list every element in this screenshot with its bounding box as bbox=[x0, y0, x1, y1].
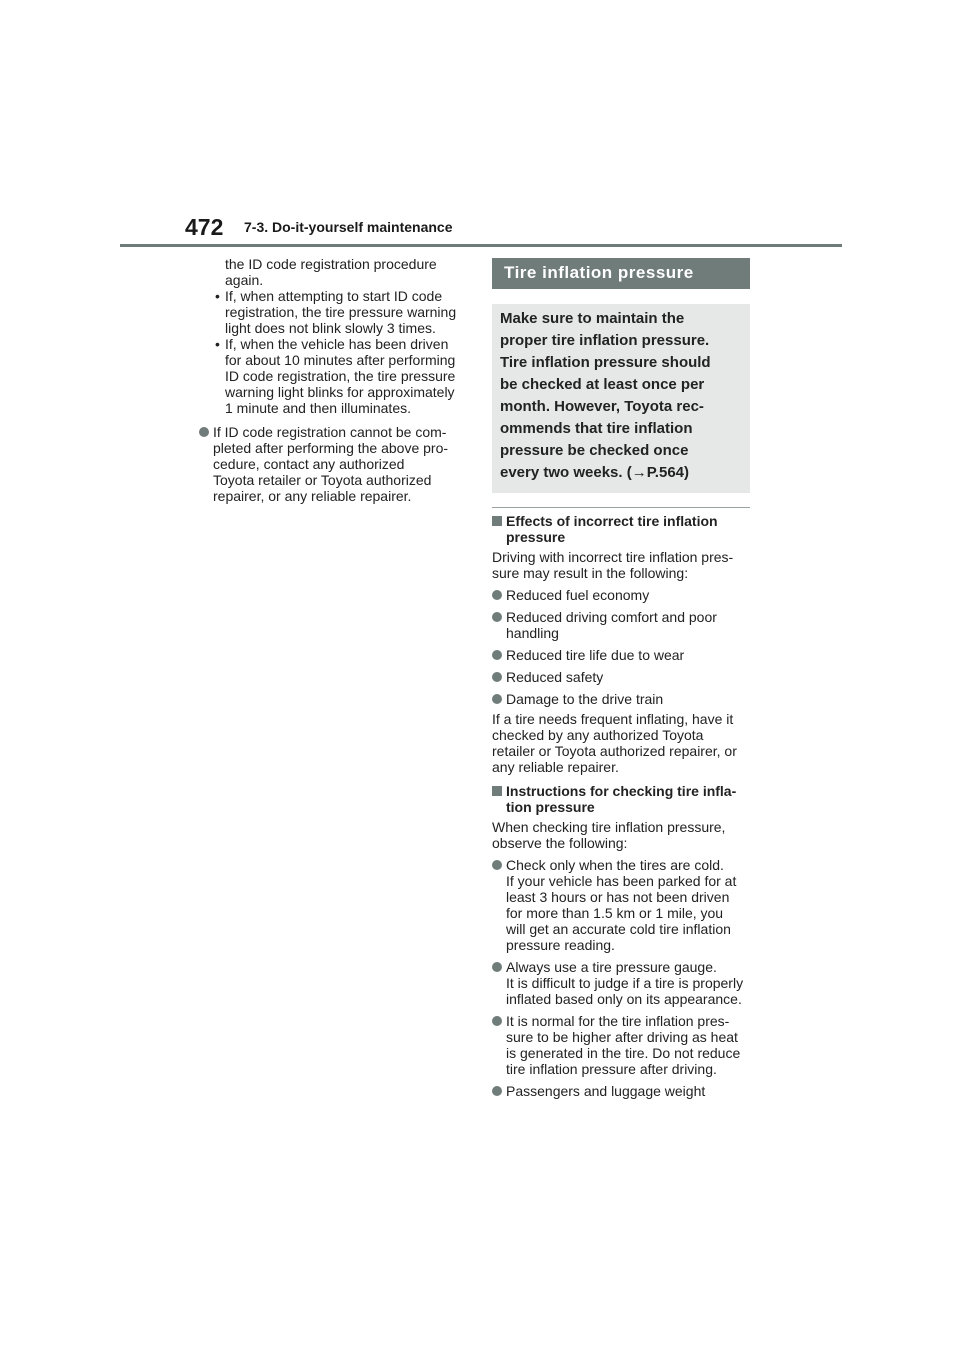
text-line: Toyota retailer or Toyota authorized bbox=[213, 472, 432, 488]
dash-marker: • bbox=[215, 288, 220, 304]
paragraph bbox=[492, 711, 750, 775]
box-title: Tire inflation pressure bbox=[492, 258, 750, 289]
text-line: will get an accurate cold tire inflation bbox=[506, 921, 731, 937]
right-column bbox=[492, 258, 750, 1099]
dash-item bbox=[212, 336, 470, 416]
text-line: observe the following: bbox=[492, 835, 628, 851]
page-number: 472 bbox=[185, 214, 224, 240]
bullet-item bbox=[492, 669, 750, 685]
text-line: If, when the vehicle has been driven bbox=[225, 336, 449, 352]
text-line: ommends that tire inflation bbox=[500, 420, 693, 437]
text-line: It is normal for the tire inflation pres- bbox=[506, 1013, 730, 1029]
bullet-item bbox=[492, 959, 750, 1007]
text-line: Reduced fuel economy bbox=[506, 587, 650, 603]
text-line: again. bbox=[225, 272, 264, 288]
text-line: proper tire inflation pressure. bbox=[500, 332, 710, 349]
text-line: Instructions for checking tire infla- bbox=[506, 783, 737, 799]
summary-box bbox=[492, 304, 750, 493]
text-line: Tire inflation pressure should bbox=[500, 354, 711, 371]
text-line: the ID code registration procedure bbox=[225, 256, 437, 272]
text-line: Driving with incorrect tire inflation pres- bbox=[492, 549, 734, 565]
text-line: is generated in the tire. Do not reduce bbox=[506, 1045, 741, 1061]
text-line: Make sure to maintain the bbox=[500, 310, 685, 327]
text-line: tion pressure bbox=[506, 799, 595, 815]
bullet-item bbox=[492, 857, 750, 953]
bullet-dot bbox=[199, 427, 209, 437]
text-line: sure to be higher after driving as heat bbox=[506, 1029, 738, 1045]
bullet-item bbox=[492, 609, 750, 641]
bullet-item bbox=[492, 587, 750, 603]
left-column bbox=[212, 256, 470, 504]
text-line: Reduced driving comfort and poor bbox=[506, 609, 717, 625]
bullet-dot bbox=[492, 1016, 502, 1026]
text-line: If ID code registration cannot be com- bbox=[213, 424, 447, 440]
bullet-dot bbox=[492, 672, 502, 682]
text-line: inflated based only on its appearance. bbox=[506, 991, 742, 1007]
text-line: for more than 1.5 km or 1 mile, you bbox=[506, 905, 724, 921]
text-line: sure may result in the following: bbox=[492, 565, 689, 581]
text-line: cedure, contact any authorized bbox=[213, 456, 405, 472]
text-line: checked by any authorized Toyota bbox=[492, 727, 704, 743]
bullet-dot bbox=[492, 650, 502, 660]
dash-marker: • bbox=[215, 336, 220, 352]
section-title: 7-3. Do-it-yourself maintenance bbox=[244, 219, 453, 235]
text-line: Passengers and luggage weight bbox=[506, 1083, 706, 1099]
square-marker bbox=[492, 516, 502, 526]
text-line: 1 minute and then illuminates. bbox=[225, 400, 411, 416]
text-line: warning light blinks for approximately bbox=[225, 384, 455, 400]
paragraph bbox=[492, 819, 750, 851]
text-line: Reduced safety bbox=[506, 669, 604, 685]
dash-item bbox=[212, 288, 470, 336]
bullet-dot bbox=[492, 612, 502, 622]
bullet-dot bbox=[492, 694, 502, 704]
text-line: If a tire needs frequent inflating, have it bbox=[492, 711, 734, 727]
text-line: registration, the tire pressure warning bbox=[225, 304, 457, 320]
bullet-item bbox=[492, 647, 750, 663]
square-marker bbox=[492, 786, 502, 796]
text-line: If your vehicle has been parked for at bbox=[506, 873, 737, 889]
subheading bbox=[492, 783, 750, 815]
bullet-item bbox=[492, 1013, 750, 1077]
text-line: tire inflation pressure after driving. bbox=[506, 1061, 717, 1077]
text-line: light does not blink slowly 3 times. bbox=[225, 320, 436, 336]
text-line: Check only when the tires are cold. bbox=[506, 857, 724, 873]
text-line: If, when attempting to start ID code bbox=[225, 288, 443, 304]
text-line: retailer or Toyota authorized repairer, or bbox=[492, 743, 737, 759]
text-line: pleted after performing the above pro- bbox=[213, 440, 449, 456]
text-line: any reliable repairer. bbox=[492, 759, 619, 775]
text-line: be checked at least once per bbox=[500, 376, 705, 393]
paragraph bbox=[492, 549, 750, 581]
bullet-item bbox=[199, 424, 470, 504]
text-line: Reduced tire life due to wear bbox=[506, 647, 685, 663]
text-line: handling bbox=[506, 625, 559, 641]
intro-paragraph bbox=[212, 256, 470, 288]
text-line: repairer, or any reliable repairer. bbox=[213, 488, 412, 504]
text-line: Damage to the drive train bbox=[506, 691, 664, 707]
text-line: Always use a tire pressure gauge. bbox=[506, 959, 717, 975]
text-line: pressure be checked once bbox=[500, 442, 689, 459]
text-line: least 3 hours or has not been driven bbox=[506, 889, 730, 905]
bullet-item bbox=[492, 691, 750, 707]
bullet-item bbox=[492, 1083, 750, 1099]
text-line: for about 10 minutes after performing bbox=[225, 352, 456, 368]
text-line: pressure reading. bbox=[506, 937, 615, 953]
text-line: pressure bbox=[506, 529, 566, 545]
subheading bbox=[492, 513, 750, 545]
bullet-dot bbox=[492, 590, 502, 600]
header-rule bbox=[120, 244, 842, 247]
bullet-dot bbox=[492, 860, 502, 870]
bullet-dot bbox=[492, 1086, 502, 1096]
text-line: Effects of incorrect tire inflation bbox=[506, 513, 718, 529]
text-line: It is difficult to judge if a tire is properly bbox=[506, 975, 744, 991]
text-line: month. However, Toyota rec- bbox=[500, 398, 704, 415]
bullet-dot bbox=[492, 962, 502, 972]
page-reference-link[interactable]: every two weeks. (→P.564) bbox=[500, 464, 689, 481]
text-line: When checking tire inflation pressure, bbox=[492, 819, 726, 835]
text-line: ID code registration, the tire pressure bbox=[225, 368, 456, 384]
divider bbox=[492, 507, 750, 508]
